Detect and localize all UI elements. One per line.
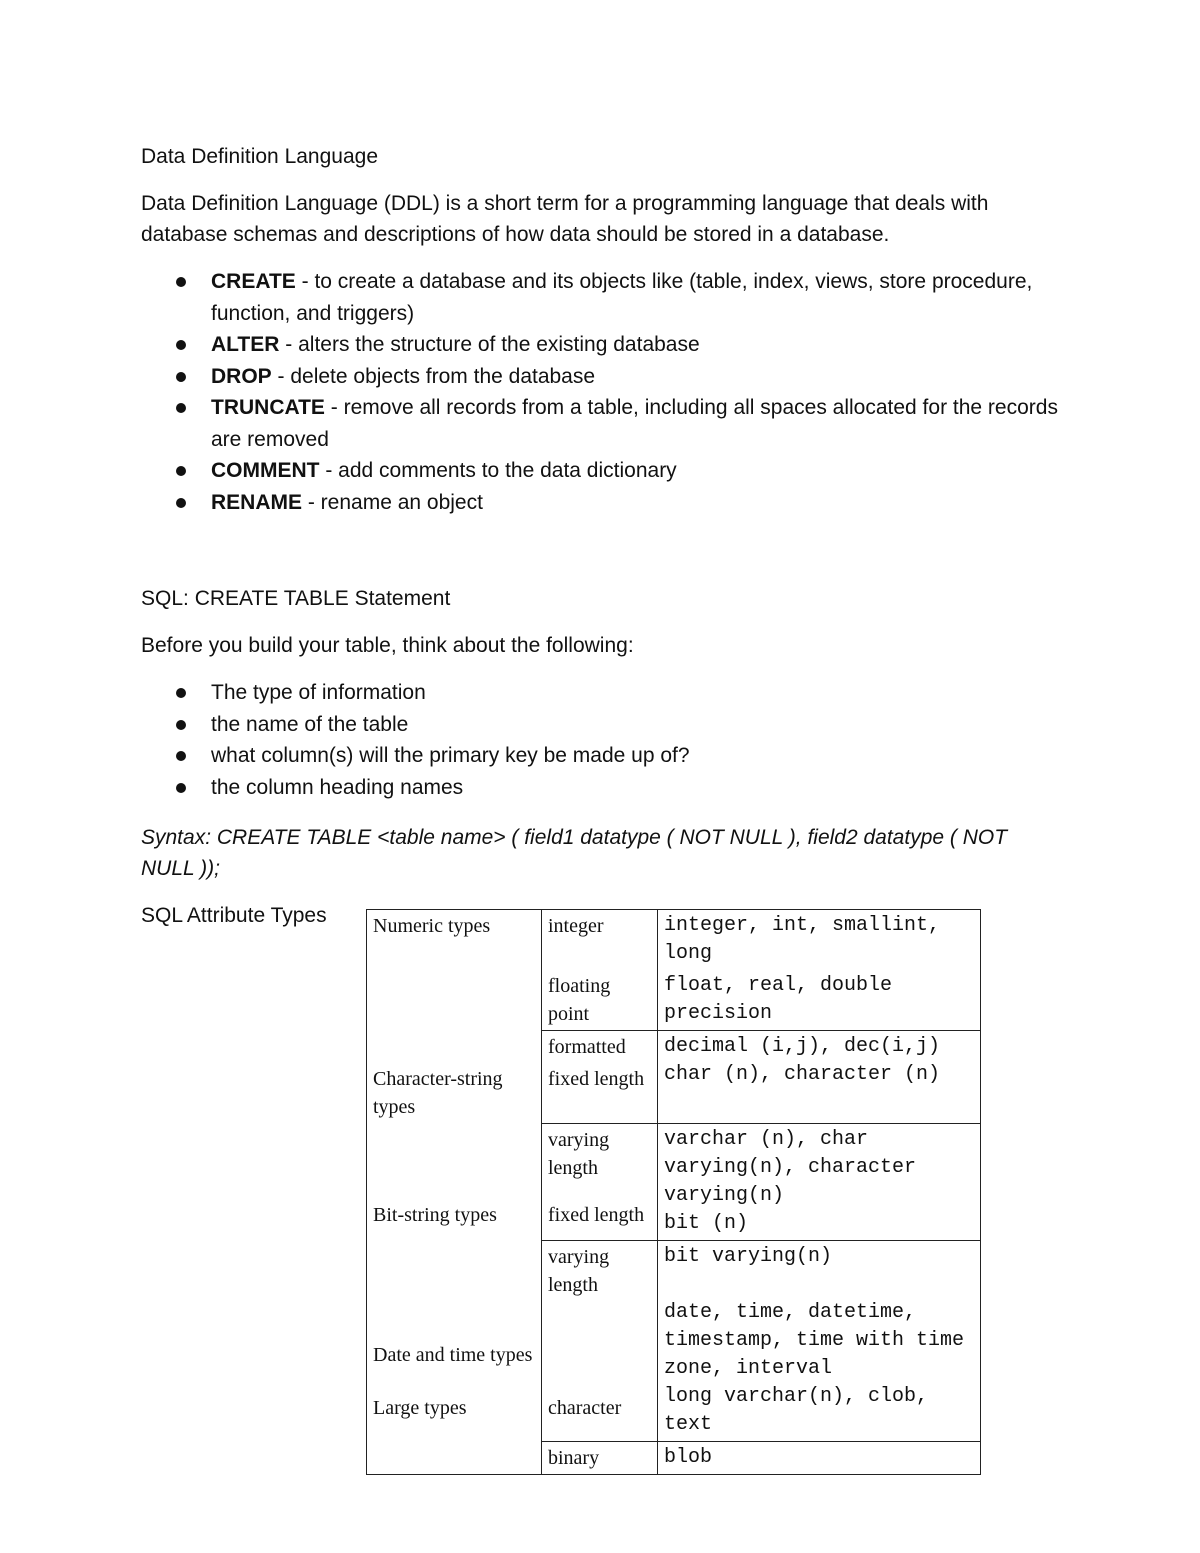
bullet-icon	[176, 372, 186, 382]
bullet-icon	[176, 277, 186, 287]
table-cell: binary	[542, 1441, 658, 1474]
considerations-list	[0, 677, 1200, 803]
list-item: the name of the table	[0, 709, 1061, 741]
ddl-command-list	[0, 266, 1200, 518]
list-item: COMMENT - add comments to the data dictionary	[0, 455, 1061, 487]
list-item: DROP - delete objects from the database	[0, 361, 1061, 393]
bullet-icon	[176, 498, 186, 508]
table-row	[367, 970, 981, 1031]
bullet-icon	[176, 688, 186, 698]
syntax-line: Syntax: CREATE TABLE <table name> ( field1 datatype ( NOT NULL ), field2 datatype ( NOT NULL ));	[141, 826, 1008, 880]
list-item: RENAME - rename an object	[0, 487, 1061, 519]
list-item: CREATE - to create a database and its objects like (table, index, views, store procedure, function, and triggers)	[0, 266, 1061, 329]
table-cell: blob	[658, 1441, 981, 1474]
bullet-icon	[176, 466, 186, 476]
bullet-icon	[176, 720, 186, 730]
table-cell: fixed length	[542, 1063, 658, 1123]
table-cell: Character-string types	[367, 1063, 542, 1123]
table-cell: varying length	[542, 1123, 658, 1199]
table-cell: varchar (n), char varying(n), character varying(n) bit (n)	[658, 1123, 981, 1240]
table-cell: decimal (i,j), dec(i,j) char (n), character (n)	[658, 1031, 981, 1124]
bullet-icon	[176, 783, 186, 793]
list-item: the column heading names	[0, 772, 1061, 804]
table-cell: Numeric types	[367, 910, 542, 971]
attribute-types-table	[366, 909, 981, 1475]
bullet-icon	[176, 403, 186, 413]
section-heading-create-table: SQL: CREATE TABLE Statement	[141, 587, 451, 610]
table-cell: varying length	[542, 1240, 658, 1331]
table-cell: integer	[542, 910, 658, 971]
list-item: ALTER - alters the structure of the existing database	[0, 329, 1061, 361]
table-cell: Date and time types	[367, 1331, 542, 1391]
table-cell: fixed length	[542, 1199, 658, 1240]
table-cell: Bit-string types	[367, 1199, 542, 1240]
table-row	[367, 1240, 981, 1331]
bullet-icon	[176, 340, 186, 350]
ddl-intro-paragraph: Data Definition Language (DDL) is a short term for a programming language that deals with database schemas and descriptions of how data should be stored in a database.	[141, 192, 989, 246]
table-cell: Large types	[367, 1392, 542, 1441]
create-table-intro: Before you build your table, think about the following:	[141, 634, 634, 657]
table-row	[367, 910, 981, 971]
table-row	[367, 1031, 981, 1064]
bullet-icon	[176, 751, 186, 761]
table-cell: floating point	[542, 970, 658, 1031]
section-heading-ddl: Data Definition Language	[141, 145, 379, 168]
table-cell: character	[542, 1392, 658, 1441]
table-cell: float, real, double precision	[658, 970, 981, 1031]
table-row	[367, 1441, 981, 1474]
table-row	[367, 1123, 981, 1199]
table-cell: integer, int, smallint, long	[658, 910, 981, 971]
table-cell: bit varying(n) date, time, datetime, timestamp, time with time zone, interval long varchar(n), clob, text	[658, 1240, 981, 1441]
list-item: The type of information	[0, 677, 1061, 709]
table-cell: formatted	[542, 1031, 658, 1064]
attribute-types-label: SQL Attribute Types	[141, 904, 327, 927]
list-item: TRUNCATE - remove all records from a table, including all spaces allocated for the records are removed	[0, 392, 1061, 455]
list-item: what column(s) will the primary key be made up of?	[0, 740, 1061, 772]
